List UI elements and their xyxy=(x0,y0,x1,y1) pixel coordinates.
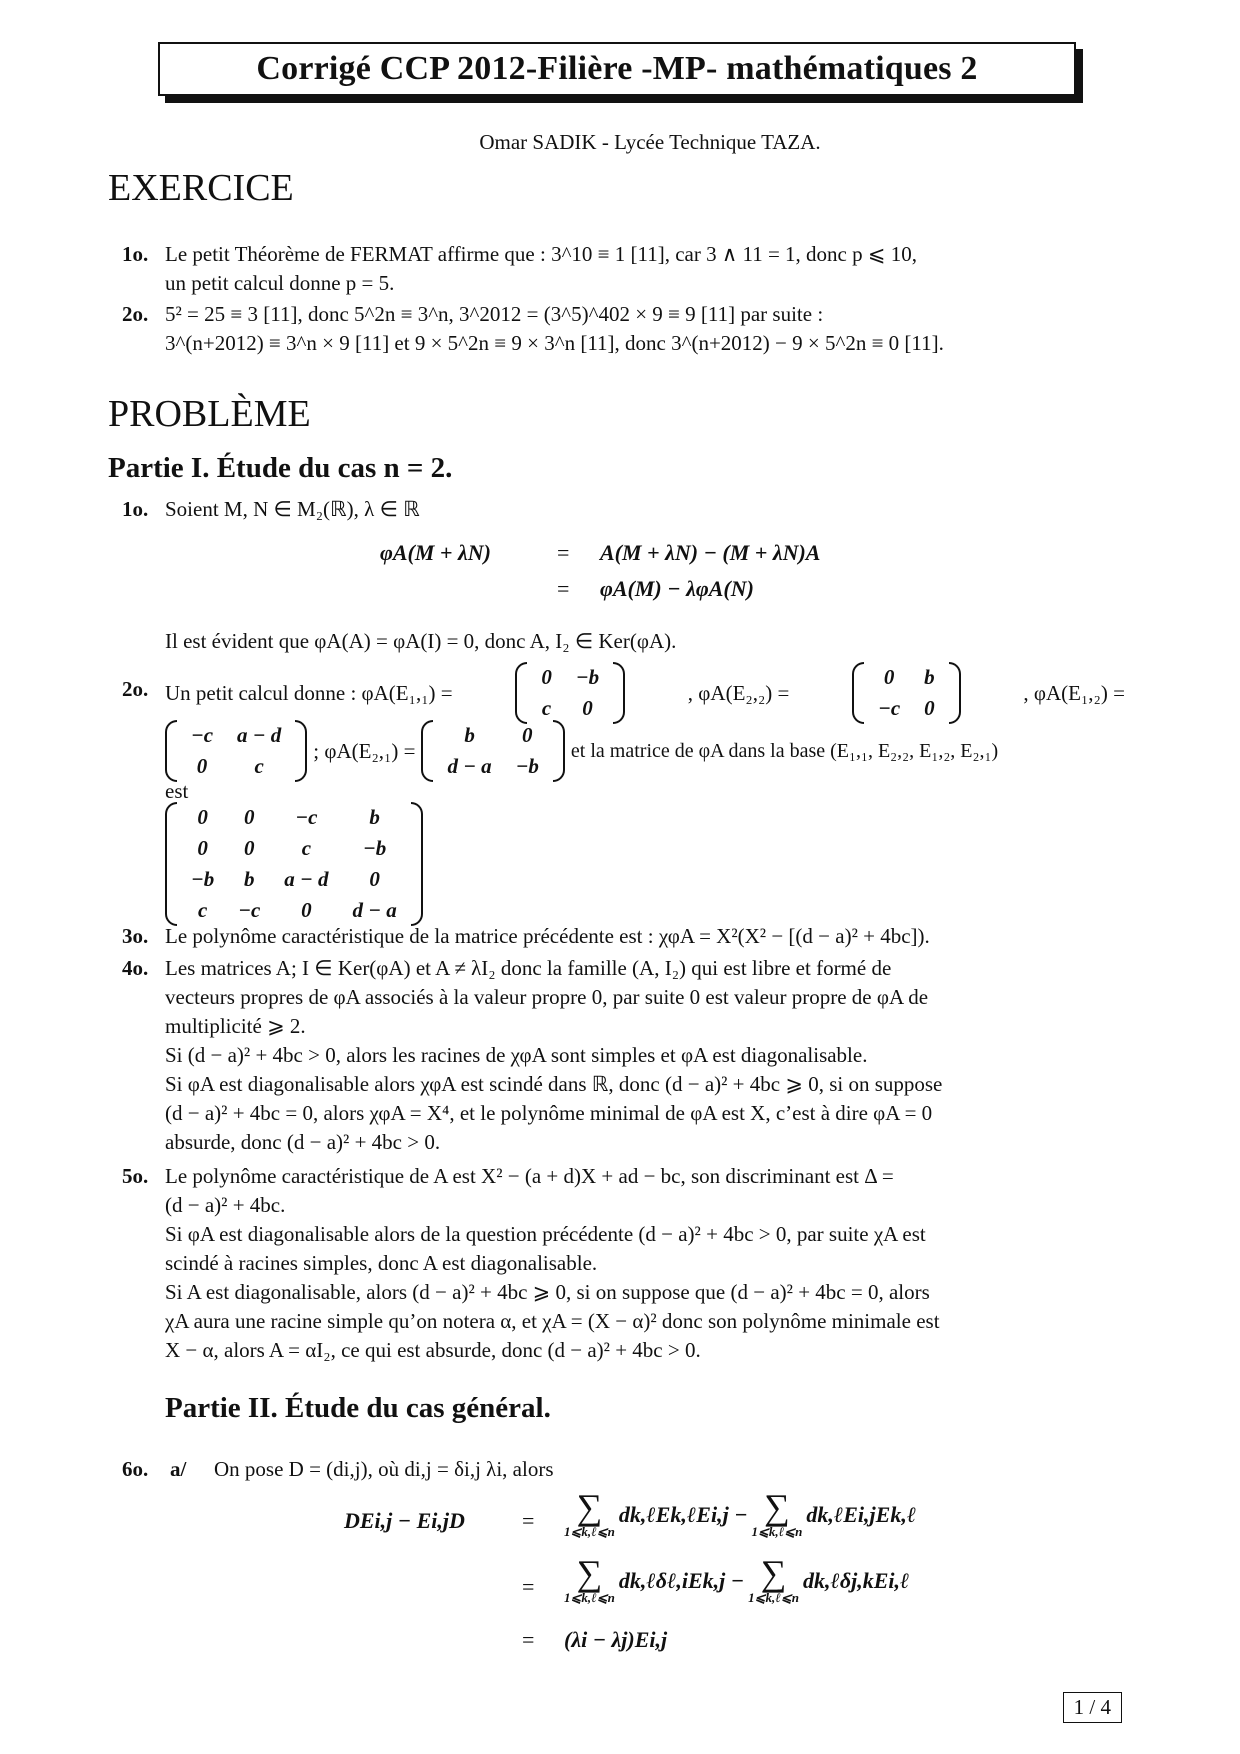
q4-line6: (d − a)² + 4bc = 0, alors χφA = X⁴, et le polynôme minimal de φA est X, c’est à dire φA = 0 xyxy=(165,1101,933,1125)
sum-4: ∑ 1⩽k,ℓ⩽n xyxy=(748,1553,799,1605)
matrix-e21: b 0 d − a −b xyxy=(421,720,564,782)
q6-sign1: = xyxy=(522,1508,535,1533)
ex-q2-line1: 5² = 25 ≡ 3 [11], donc 5^2n ≡ 3^n, 3^2012 = (3^5)^402 × 9 ≡ 9 [11] par suite : xyxy=(165,302,824,326)
q5-line5: Si A est diagonalisable, alors (d − a)² + 4bc ⩾ 0, si on suppose que (d − a)² + 4bc = 0, alors xyxy=(165,1280,930,1304)
pb-q5-number: 5o. xyxy=(122,1164,149,1188)
q2-text-part3: , φA(E₁,₂) = xyxy=(1023,680,1125,705)
pb-q2-row2 xyxy=(165,720,998,782)
q4-line3: multiplicité ⩾ 2. xyxy=(165,1014,306,1038)
matrix-e11: 0 −b c 0 xyxy=(515,662,625,724)
q6-r1a: dk,ℓEk,ℓEi,j − xyxy=(618,1502,748,1527)
q4-line5: Si φA est diagonalisable alors χφA est scindé dans ℝ, donc (d − a)² + 4bc ⩾ 0, si on suppose xyxy=(165,1072,943,1096)
eq1-rhs: A(M + λN) − (M + λN)A xyxy=(600,540,821,565)
author-line: Omar SADIK - Lycée Technique TAZA. xyxy=(479,130,821,154)
matrix-e22: 0 b −c 0 xyxy=(852,662,961,724)
pb-q1-intro: Soient M, N ∈ M₂(ℝ), λ ∈ ℝ xyxy=(165,497,420,521)
pb-q6-intro: On pose D = (di,j), où di,j = δi,j λi, alors xyxy=(214,1457,554,1481)
q4-line2: vecteurs propres de φA associés à la valeur propre 0, par suite 0 est valeur propre de φA de xyxy=(165,985,929,1009)
ex-q2-number: 2o. xyxy=(122,302,149,326)
pb-q6-number: 6o. xyxy=(122,1457,149,1481)
q4-line4: Si (d − a)² + 4bc > 0, alors les racines de χφA sont simples et φA est diagonalisable. xyxy=(165,1043,868,1067)
q5-line3: Si φA est diagonalisable alors de la question précédente (d − a)² + 4bc > 0, par suite χA est xyxy=(165,1222,926,1246)
ex-q1-line2: un petit calcul donne p = 5. xyxy=(165,271,395,295)
sum-3: ∑ 1⩽k,ℓ⩽n xyxy=(564,1553,615,1605)
pb-q5-text xyxy=(165,1162,1125,1365)
ex-q1-text xyxy=(165,240,1125,298)
q5-line1: Le polynôme caractéristique de A est X² − (a + d)X + ad − bc, son discriminant est Δ = xyxy=(165,1164,894,1188)
pb-q4-text xyxy=(165,954,1125,1157)
sum-1: ∑ 1⩽k,ℓ⩽n xyxy=(564,1487,615,1539)
q5-line6: χA aura une racine simple qu’on notera α, et χA = (X − α)² donc son polynôme minimale est xyxy=(165,1309,940,1333)
q2-est: est xyxy=(165,779,189,803)
pb-q2-big-matrix-wrap xyxy=(165,802,423,926)
partie1-heading: Partie I. Étude du cas n = 2. xyxy=(108,452,453,484)
ex-q2-text xyxy=(165,300,1125,358)
q2-text-part2: , φA(E₂,₂) = xyxy=(687,680,790,705)
eq2-rhs: φA(M) − λφA(N) xyxy=(600,576,754,601)
pb-q1-conclusion: Il est évident que φA(A) = φA(I) = 0, donc A, I₂ ∈ Ker(φA). xyxy=(165,629,677,653)
q4-line7: absurde, donc (d − a)² + 4bc > 0. xyxy=(165,1130,441,1154)
pb-q4-number: 4o. xyxy=(122,956,149,980)
q2-text-part5: et la matrice de φA dans la base (E₁,₁, E₂,₂, E₁,₂, E₂,₁) xyxy=(570,739,999,762)
ex-q2-line2: 3^(n+2012) ≡ 3^n × 9 [11] et 9 × 5^2n ≡ 9 × 3^n [11], donc 3^(n+2012) − 9 × 5^2n ≡ 0 [11]. xyxy=(165,331,944,355)
q6-r2b: dk,ℓδj,kEi,ℓ xyxy=(802,1568,910,1593)
sum-2: ∑ 1⩽k,ℓ⩽n xyxy=(751,1487,803,1539)
matrix-phiA: 0 0 −c b 0 0 c −b −b b a − d 0 c −c 0 d − a xyxy=(165,802,423,926)
pb-q1-eq-line1 xyxy=(380,540,491,566)
q6-sign2: = xyxy=(522,1574,535,1599)
q6-row1 xyxy=(560,1487,917,1540)
page-number: 1 / 4 xyxy=(1063,1692,1122,1723)
ex-q1-number: 1o. xyxy=(122,242,149,266)
q2-text-part4: ; φA(E₂,₁) = xyxy=(313,738,416,763)
q6-r1b: dk,ℓEi,jEk,ℓ xyxy=(806,1502,917,1527)
q5-line4: scindé à racines simples, donc A est diagonalisable. xyxy=(165,1251,598,1275)
probleme-heading: PROBLÈME xyxy=(108,393,311,435)
pb-q6-a: a/ xyxy=(170,1457,187,1481)
q6-lhs: DEi,j − Ei,jD xyxy=(344,1508,465,1533)
eq1-sign: = xyxy=(557,540,570,565)
matrix-e12: −c a − d 0 c xyxy=(165,720,307,782)
q4-line1: Les matrices A; I ∈ Ker(φA) et A ≠ λI₂ donc la famille (A, I₂) qui est libre et formé de xyxy=(165,956,892,980)
pb-q3-text: Le polynôme caractéristique de la matrice précédente est : χφA = X²(X² − [(d − a)² + 4bc]). xyxy=(165,924,930,948)
q6-row2 xyxy=(560,1553,910,1606)
q2-text-part1: Un petit calcul donne : φA(E₁,₁) = xyxy=(165,680,453,705)
eq2-sign: = xyxy=(557,576,570,601)
partie2-heading: Partie II. Étude du cas général. xyxy=(165,1392,551,1424)
q5-line2: (d − a)² + 4bc. xyxy=(165,1193,286,1217)
pb-q2-row1 xyxy=(165,662,1125,724)
q5-line7: X − α, alors A = αI₂, ce qui est absurde, donc (d − a)² + 4bc > 0. xyxy=(165,1338,701,1362)
ex-q1-line1: Le petit Théorème de FERMAT affirme que : 3^10 ≡ 1 [11], car 3 ∧ 11 = 1, donc p ⩽ 10, xyxy=(165,242,917,266)
pb-q3-number: 3o. xyxy=(122,924,149,948)
pb-q2-number: 2o. xyxy=(122,677,149,701)
pb-q1-number: 1o. xyxy=(122,497,149,521)
exercice-heading: EXERCICE xyxy=(108,167,294,209)
title-box xyxy=(158,42,1076,96)
document-title: Corrigé CCP 2012-Filière -MP- mathématiques 2 xyxy=(256,50,978,87)
q6-r3: (λi − λj)Ei,j xyxy=(564,1627,668,1652)
eq1-lhs: φA(M + λN) xyxy=(380,540,491,565)
q6-r2a: dk,ℓδℓ,iEk,j − xyxy=(618,1568,745,1593)
q6-sign3: = xyxy=(522,1627,535,1652)
